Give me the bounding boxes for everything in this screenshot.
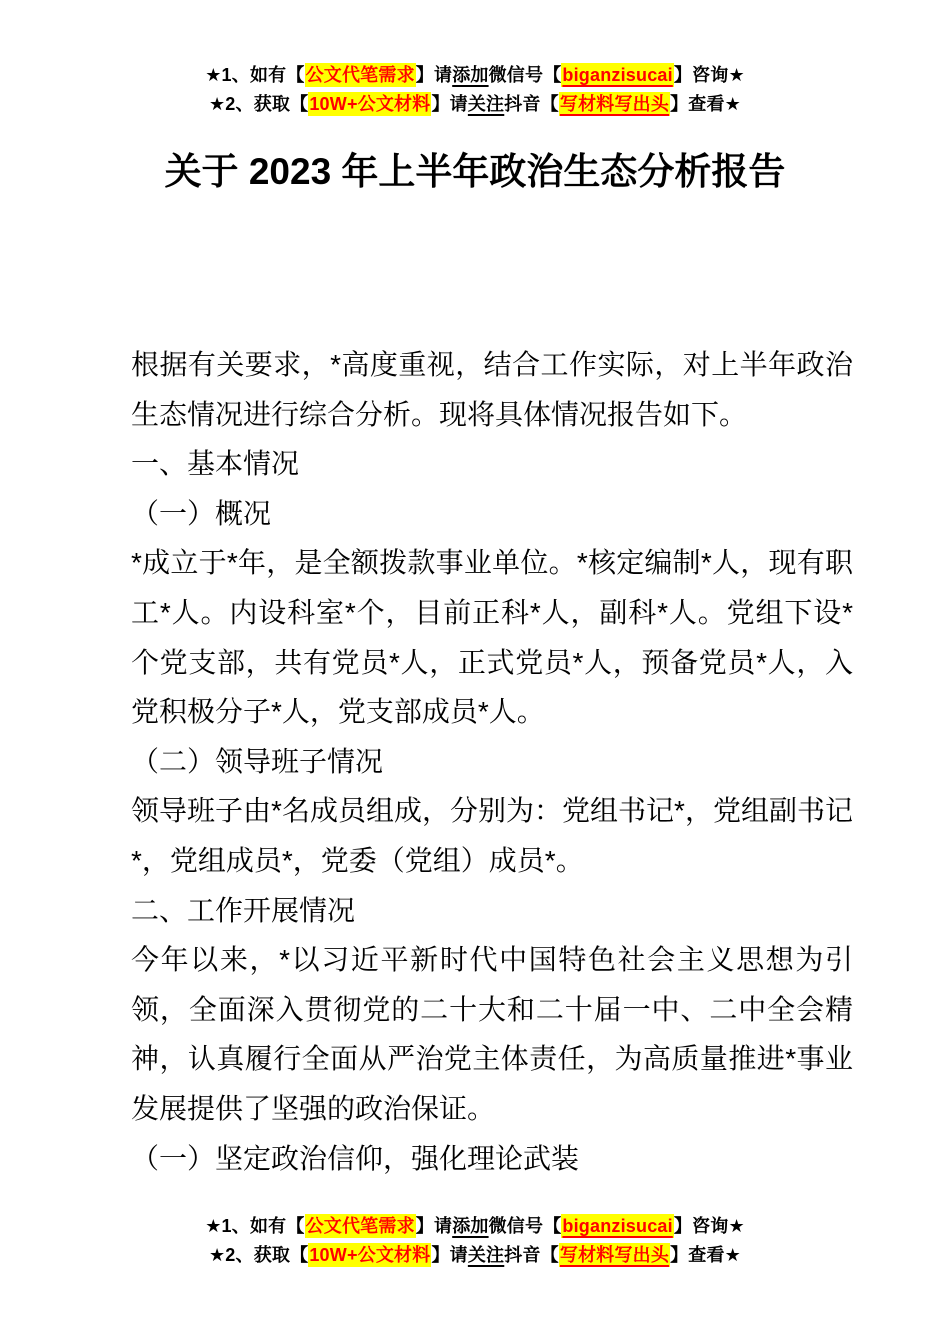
body-paragraph: 今年以来，*以习近平新时代中国特色社会主义思想为引领，全面深入贯彻党的二十大和二十届一中、二中全会精神，认真履行全面从严治党主体责任，为高质量推进*事业发展提供了坚强的政治保证。 xyxy=(131,944,853,1124)
highlighted-keyword: 10W+公文材料 xyxy=(309,94,431,114)
highlighted-keyword: 写材料写出头 xyxy=(559,94,670,114)
promo-banner-top xyxy=(0,61,950,119)
body-paragraph: （一）概况 xyxy=(131,497,272,529)
promo-banner-bottom xyxy=(0,1212,950,1270)
document-body xyxy=(131,340,853,1183)
banner-text: 】查看★ xyxy=(670,1245,742,1265)
banner-text: 】请 xyxy=(431,94,468,114)
banner-text: ★1、如有【 xyxy=(205,1216,305,1236)
highlighted-keyword: 公文代笔需求 xyxy=(305,1216,415,1236)
body-paragraph: （二）领导班子情况 xyxy=(131,745,384,777)
banner-line-2 xyxy=(0,90,950,119)
banner-text: 】咨询★ xyxy=(673,65,745,85)
banner-text: 关注 xyxy=(467,1245,505,1265)
body-paragraph: 领导班子由*名成员组成，分别为：党组书记*，党组副书记*，党组成员*，党委（党组）成员*。 xyxy=(131,795,853,876)
banner-text: 抖音【 xyxy=(504,94,559,114)
body-paragraph: *成立于*年，是全额拨款事业单位。*核定编制*人，现有职工*人。内设科室*个，目前正科*人，副科*人。党组下设*个党支部，共有党员*人，正式党员*人，预备党员*人，入党积极分子*人，党支部成员*人。 xyxy=(131,547,853,728)
banner-text: 微信号【 xyxy=(488,1216,562,1236)
banner-text: ★1、如有【 xyxy=(205,65,305,85)
highlighted-keyword: 公文代笔需求 xyxy=(305,65,415,85)
banner-text: 】请 xyxy=(415,1216,453,1236)
highlighted-keyword: 10W+公文材料 xyxy=(309,1245,431,1265)
banner-text: ★2、获取【 xyxy=(208,94,309,114)
highlighted-keyword: biganzisucai xyxy=(562,65,673,85)
banner-text: 添加 xyxy=(452,65,489,85)
banner-text: 微信号【 xyxy=(488,65,562,85)
banner-line-1 xyxy=(0,1212,950,1241)
banner-text: 】查看★ xyxy=(670,94,742,114)
body-paragraph: 二、工作开展情况 xyxy=(131,894,356,926)
banner-text: 关注 xyxy=(467,94,505,114)
banner-text: 添加 xyxy=(452,1216,489,1236)
banner-text: 抖音【 xyxy=(504,1245,559,1265)
highlighted-keyword: biganzisucai xyxy=(562,1216,673,1236)
banner-line-1 xyxy=(0,61,950,90)
body-paragraph: （一）坚定政治信仰，强化理论武装 xyxy=(131,1142,580,1174)
banner-text: ★2、获取【 xyxy=(208,1245,309,1265)
highlighted-keyword: 写材料写出头 xyxy=(559,1245,670,1265)
document-title: 关于 2023 年上半年政治生态分析报告 xyxy=(164,151,786,192)
banner-text: 】咨询★ xyxy=(673,1216,745,1236)
body-paragraph: 一、基本情况 xyxy=(131,448,300,480)
banner-text: 】请 xyxy=(415,65,453,85)
banner-text: 】请 xyxy=(431,1245,468,1265)
body-paragraph: 根据有关要求，*高度重视，结合工作实际，对上半年政治生态情况进行综合分析。现将具体情况报告如下。 xyxy=(131,349,853,430)
banner-line-2 xyxy=(0,1241,950,1270)
